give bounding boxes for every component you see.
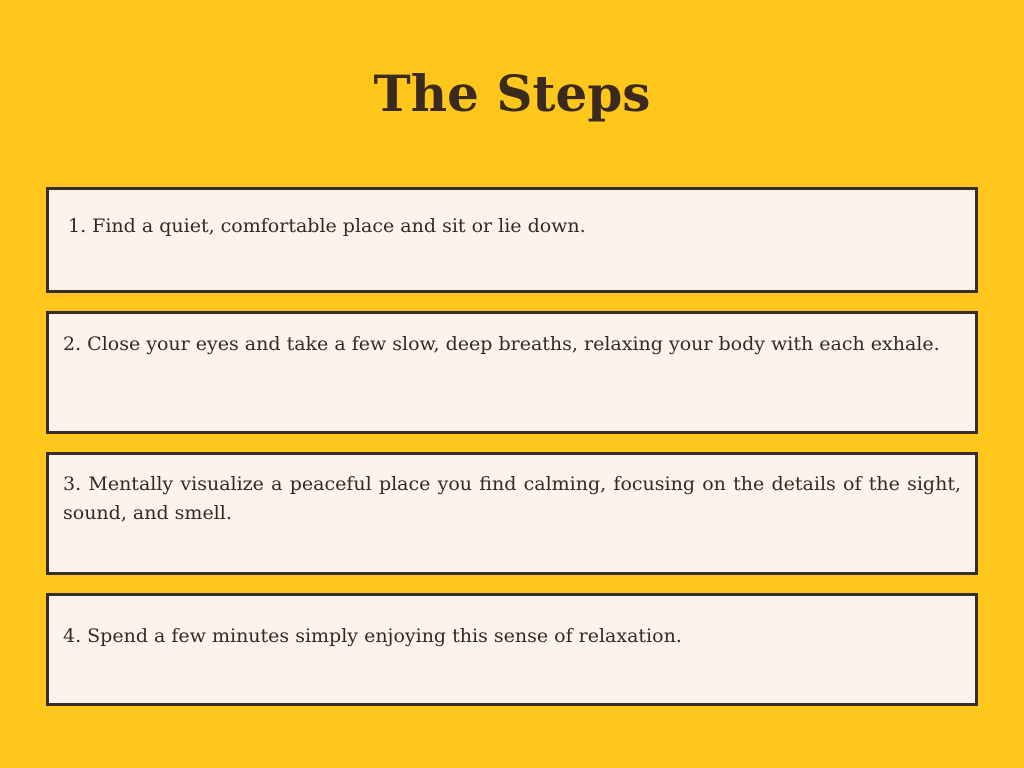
step-text-1: 1. Find a quiet, comfortable place and sit or lie down.: [68, 215, 586, 237]
step-text-3: 3. Mentally visualize a peaceful place you find calming, focusing on the details of the sight, sound, and smell.: [63, 473, 961, 524]
page-title: The Steps: [373, 64, 651, 123]
step-box-4: [46, 593, 978, 706]
step-text-4: 4. Spend a few minutes simply enjoying this sense of relaxation.: [63, 625, 682, 647]
step-text-2: 2. Close your eyes and take a few slow, deep breaths, relaxing your body with each exhale.: [63, 333, 940, 355]
step-box-3: [46, 452, 978, 575]
step-box-2: [46, 311, 978, 434]
step-box-1: [46, 187, 978, 293]
